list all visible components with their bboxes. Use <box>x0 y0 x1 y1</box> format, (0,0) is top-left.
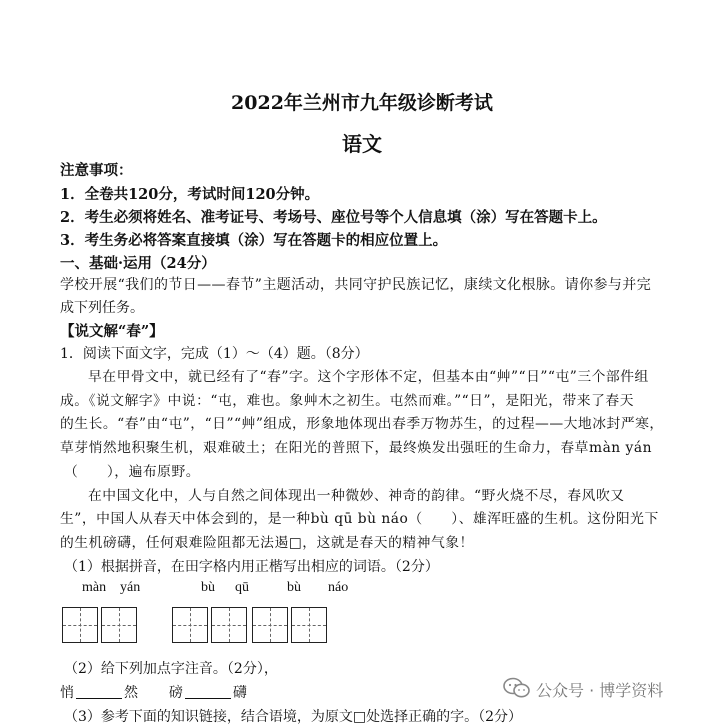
sub-question-2: （2）给下列加点字注音。（2分）， <box>64 661 278 677</box>
section-heading: 一、基础·运用（24分） <box>60 255 216 272</box>
passage-line: 早在甲骨文中，就已经有了“春”字。这个字形体不定，但基本由“艸”“日”“屯”三个部件组 <box>88 369 649 385</box>
annotated-char: 然 <box>124 685 138 701</box>
exam-title: 2022年兰州市九年级诊断考试 <box>231 92 493 114</box>
tianzige-box[interactable] <box>252 607 288 643</box>
passage-line: 生”，中国人从春天中体会到的，是一种bù qū bù náo（ ）、雄浑旺盛的生机。这份阳光下 <box>60 511 659 527</box>
passage-line: （ ），遍布原野。 <box>64 464 201 480</box>
passage-line: 草芽悄然地积聚生机，艰难破土；在阳光的普照下，最终焕发出强旺的生命力，春草màn yán <box>60 440 652 456</box>
answer-blank[interactable] <box>76 684 122 699</box>
passage-line: 的生机磅礴，任何艰难险阻都无法遏□，这就是春天的精神气象！ <box>60 535 474 551</box>
pinyin-label: qū <box>235 580 249 595</box>
passage-line: 成。《说文解字》中说：“屯，难也。象艸木之初生。屯然而难。”“日”，是阳光，带来了春天 <box>60 393 634 409</box>
intro-line: 学校开展“我们的节日——春节”主题活动，共同守护民族记忆，康续文化根脉。请你参与并完 <box>60 277 652 293</box>
sub-question-1: （1）根据拼音，在田字格内用正楷写出相应的词语。（2分） <box>64 559 439 575</box>
answer-blank[interactable] <box>185 684 231 699</box>
annotated-char: 礴 <box>232 685 247 701</box>
wechat-icon <box>503 677 531 699</box>
tianzige-box[interactable] <box>291 607 327 643</box>
tianzige-box[interactable] <box>211 607 247 643</box>
pinyin-label: náo <box>328 580 349 595</box>
watermark-text: 公众号 · 博学资料 <box>536 681 664 700</box>
pinyin-label: yán <box>120 580 141 595</box>
sub-heading: 【说文解“春”】 <box>60 323 164 340</box>
notice-heading: 注意事项： <box>60 162 133 179</box>
tianzige-box[interactable] <box>101 607 137 643</box>
notice-item: 2．考生必须将姓名、准考证号、考场号、座位号等个人信息填（涂）写在答题卡上。 <box>60 209 607 226</box>
pinyin-label: bù <box>287 580 301 595</box>
notice-item: 3．考生务必将答案直接填（涂）写在答题卡的相应位置上。 <box>60 232 448 249</box>
annotated-char: 磅 <box>168 685 183 701</box>
tianzige-box[interactable] <box>62 607 98 643</box>
question-1: 1．阅读下面文字，完成（1）～（4）题。（8分） <box>60 346 369 362</box>
tianzige-box[interactable] <box>172 607 208 643</box>
passage-line: 在中国文化中，人与自然之间体现出一种微妙、神奇的韵律。“野火烧不尽，春风吹又 <box>88 488 625 504</box>
pinyin-label: màn <box>82 580 107 595</box>
sub-question-3: （3）参考下面的知识链接，结合语境，为原文□处选择正确的字。（2分） <box>64 709 523 725</box>
subject-title: 语文 <box>342 132 382 156</box>
notice-item: 1．全卷共120分，考试时间120分钟。 <box>60 186 320 203</box>
fill-row <box>60 682 247 702</box>
pinyin-label: bù <box>201 580 215 595</box>
annotated-char: 悄 <box>60 685 74 701</box>
passage-line: 的生长。“春”由“屯”，“日”“艸”组成，形象地体现出春季万物苏生，的过程——大地冰封严寒， <box>60 416 664 432</box>
intro-line: 成下列任务。 <box>60 300 144 316</box>
